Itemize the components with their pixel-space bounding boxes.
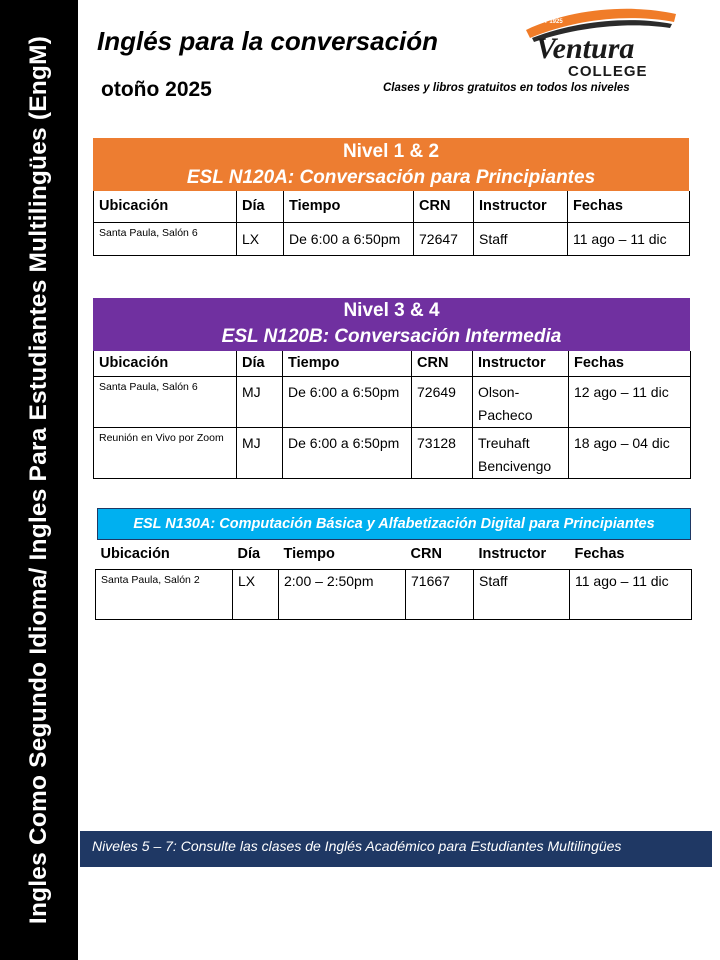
col-tiempo: Tiempo [279, 540, 406, 569]
col-dia: Día [233, 540, 279, 569]
table-header-row [96, 540, 692, 569]
cell-time: De 6:00 a 6:50pm [284, 222, 414, 255]
col-instructor: Instructor [474, 191, 568, 222]
cell-instructor: Staff [474, 569, 570, 619]
col-crn: CRN [412, 351, 473, 376]
cell-location: Santa Paula, Salón 6 [94, 376, 237, 427]
ventura-college-logo [522, 8, 678, 80]
footer-text: Niveles 5 – 7: Consulte las clases de Inglés Académico para Estudiantes Multilingües [92, 838, 622, 854]
section-header-nivel-3-4 [93, 298, 690, 351]
col-tiempo: Tiempo [284, 191, 414, 222]
cell-crn: 72649 [412, 376, 473, 427]
col-fechas: Fechas [570, 540, 692, 569]
col-ubicacion: Ubicación [96, 540, 233, 569]
section-level: Nivel 3 & 4 [343, 300, 440, 321]
schedule-table-esl-n130a [95, 540, 692, 620]
col-tiempo: Tiempo [283, 351, 412, 376]
cell-instructor: Staff [474, 222, 568, 255]
cell-time: 2:00 – 2:50pm [279, 569, 406, 619]
sidebar-title: Ingles Como Segundo Idioma/ Ingles Para Estudiantes Multilingües (EngM) [25, 35, 52, 925]
table-row [94, 376, 691, 427]
schedule-table-nivel-1-2 [93, 191, 690, 256]
cell-crn: 72647 [414, 222, 474, 255]
section-course: ESL N120A: Conversación para Principiantes [186, 167, 596, 188]
free-classes-tagline: Clases y libros gratuitos en todos los niveles [383, 82, 630, 94]
col-crn: CRN [406, 540, 474, 569]
cell-location: Reunión en Vivo por Zoom [94, 427, 237, 478]
section-level: Nivel 1 & 2 [342, 141, 440, 162]
section-header-esl-n130a [97, 508, 691, 540]
col-instructor: Instructor [473, 351, 569, 376]
col-crn: CRN [414, 191, 474, 222]
cell-instructor: Treuhaft Bencivengo [473, 427, 569, 478]
section-course: ESL N130A: Computación Básica y Alfabetización Digital para Principiantes [133, 516, 655, 532]
cell-dates: 18 ago – 04 dic [569, 427, 691, 478]
cell-day: LX [233, 569, 279, 619]
table-row [94, 427, 691, 478]
cell-location: Santa Paula, Salón 2 [96, 569, 233, 619]
logo-est: EST 1925 [536, 19, 563, 25]
table-row [96, 569, 692, 619]
table-row [94, 222, 690, 255]
sidebar-banner [0, 0, 78, 960]
schedule-table-nivel-3-4 [93, 351, 691, 479]
logo-wordmark: Ventura [536, 32, 635, 65]
cell-location: Santa Paula, Salón 6 [94, 222, 237, 255]
section-course: ESL N120B: Conversación Intermedia [221, 326, 562, 347]
table-header-row [94, 191, 690, 222]
cell-day: MJ [237, 427, 283, 478]
cell-day: MJ [237, 376, 283, 427]
page-title: Inglés para la conversación [97, 26, 439, 56]
cell-dates: 11 ago – 11 dic [568, 222, 690, 255]
col-fechas: Fechas [569, 351, 691, 376]
table-header-row [94, 351, 691, 376]
col-ubicacion: Ubicación [94, 351, 237, 376]
col-ubicacion: Ubicación [94, 191, 237, 222]
cell-crn: 71667 [406, 569, 474, 619]
col-fechas: Fechas [568, 191, 690, 222]
section-header-nivel-1-2 [93, 138, 689, 191]
cell-crn: 73128 [412, 427, 473, 478]
cell-instructor: Olson-Pacheco [473, 376, 569, 427]
col-dia: Día [237, 191, 284, 222]
cell-dates: 11 ago – 11 dic [570, 569, 692, 619]
cell-dates: 12 ago – 11 dic [569, 376, 691, 427]
cell-time: De 6:00 a 6:50pm [283, 376, 412, 427]
col-dia: Día [237, 351, 283, 376]
footer-note [80, 831, 712, 867]
logo-college: COLLEGE [568, 63, 648, 80]
cell-day: LX [237, 222, 284, 255]
term-label: otoño 2025 [101, 78, 212, 101]
col-instructor: Instructor [474, 540, 570, 569]
cell-time: De 6:00 a 6:50pm [283, 427, 412, 478]
